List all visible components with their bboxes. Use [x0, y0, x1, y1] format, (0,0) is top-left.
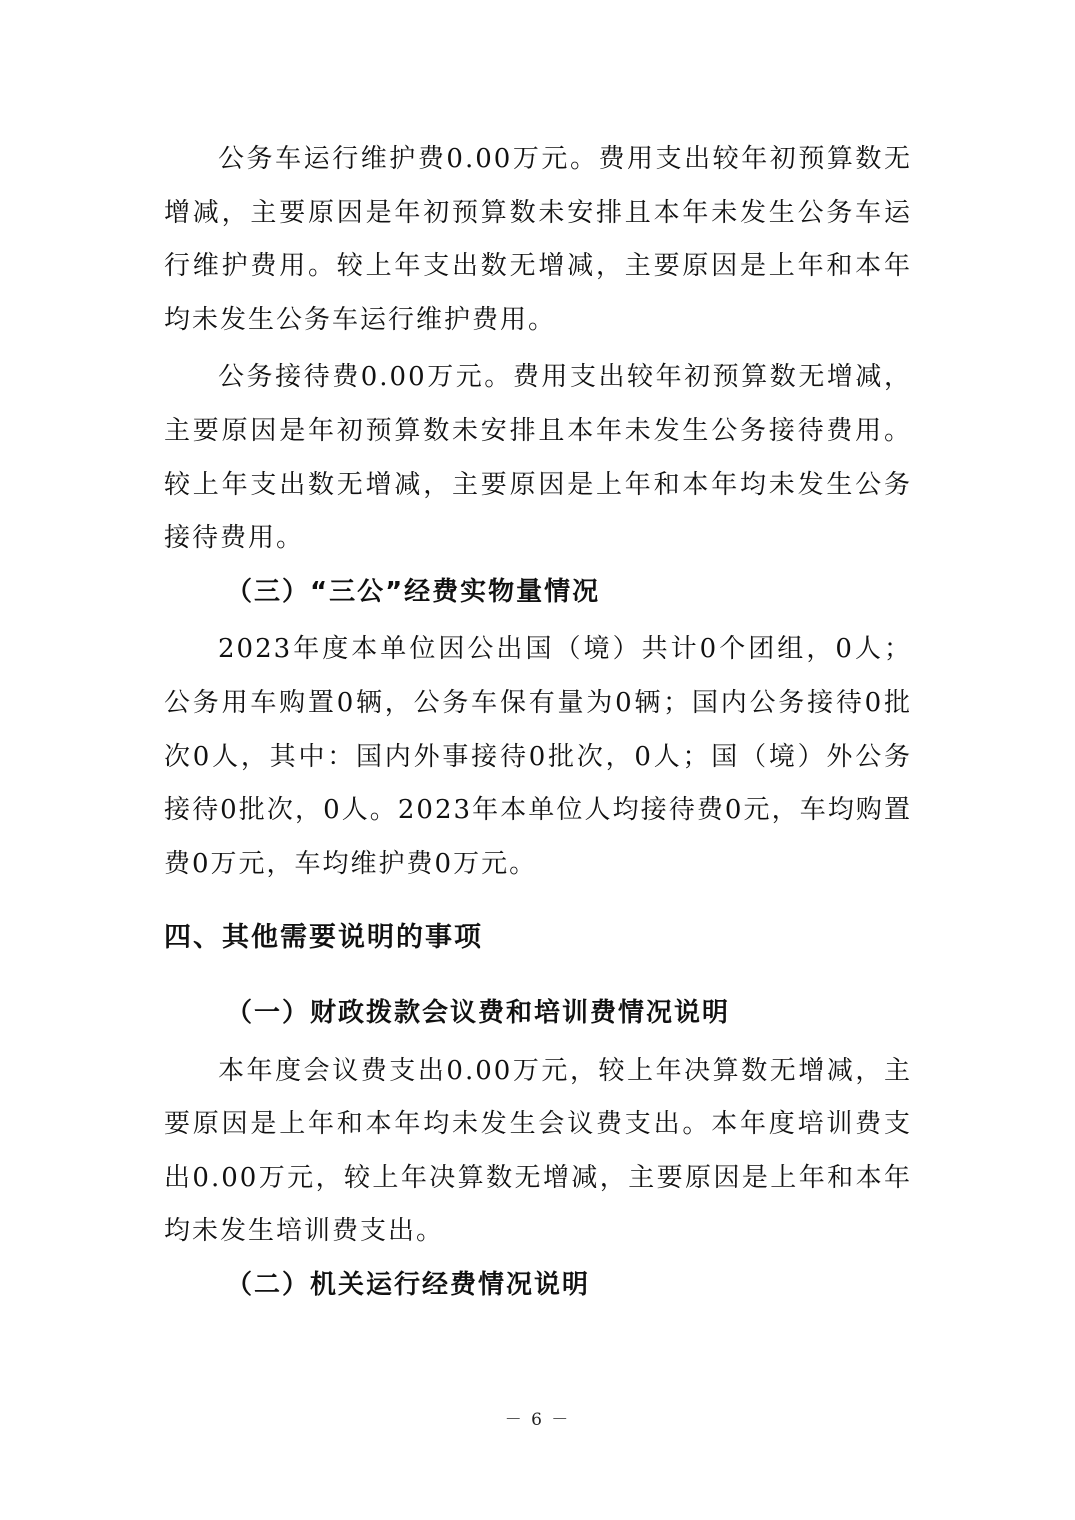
page-number: － 6 －: [504, 1410, 571, 1430]
paragraph-official-reception: 公务接待费0.00万元。费用支出较年初预算数无增减，主要原因是年初预算数未安排且本年未发生公务接待费用。较上年支出数无增减，主要原因是上年和本年均未发生公务接待费用。: [164, 362, 912, 554]
section-heading-other-matters: 四、其他需要说明的事项: [164, 922, 483, 954]
paragraph-physical-quantity: 2023年度本单位因公出国（境）共计0个团组，0人；公务用车购置0辆，公务车保有量为0辆；国内公务接待0批次0人，其中：国内外事接待0批次，0人；国（境）外公务接待0批次，0人。2023年本单位人均接待费0元，车均购置费0万元，车均维护费0万元。: [164, 634, 912, 879]
subheading-agency-operating: （二）机关运行经费情况说明: [226, 1269, 591, 1300]
document-body: [164, 133, 912, 1312]
subheading-meeting-training: （一）财政拨款会议费和培训费情况说明: [226, 997, 731, 1028]
subheading-three-public-physical: （三）“三公”经费实物量情况: [226, 576, 601, 607]
paragraph-vehicle-maintenance: 公务车运行维护费0.00万元。费用支出较年初预算数无增减，主要原因是年初预算数未安排且本年未发生公务车运行维护费用。较上年支出数无增减，主要原因是上年和本年均未发生公务车运行维护费用。: [164, 144, 912, 335]
paragraph-meeting-training: 本年度会议费支出0.00万元，较上年决算数无增减，主要原因是上年和本年均未发生会议费支出。本年度培训费支出0.00万元，较上年决算数无增减，主要原因是上年和本年均未发生培训费支出。: [164, 1055, 912, 1247]
